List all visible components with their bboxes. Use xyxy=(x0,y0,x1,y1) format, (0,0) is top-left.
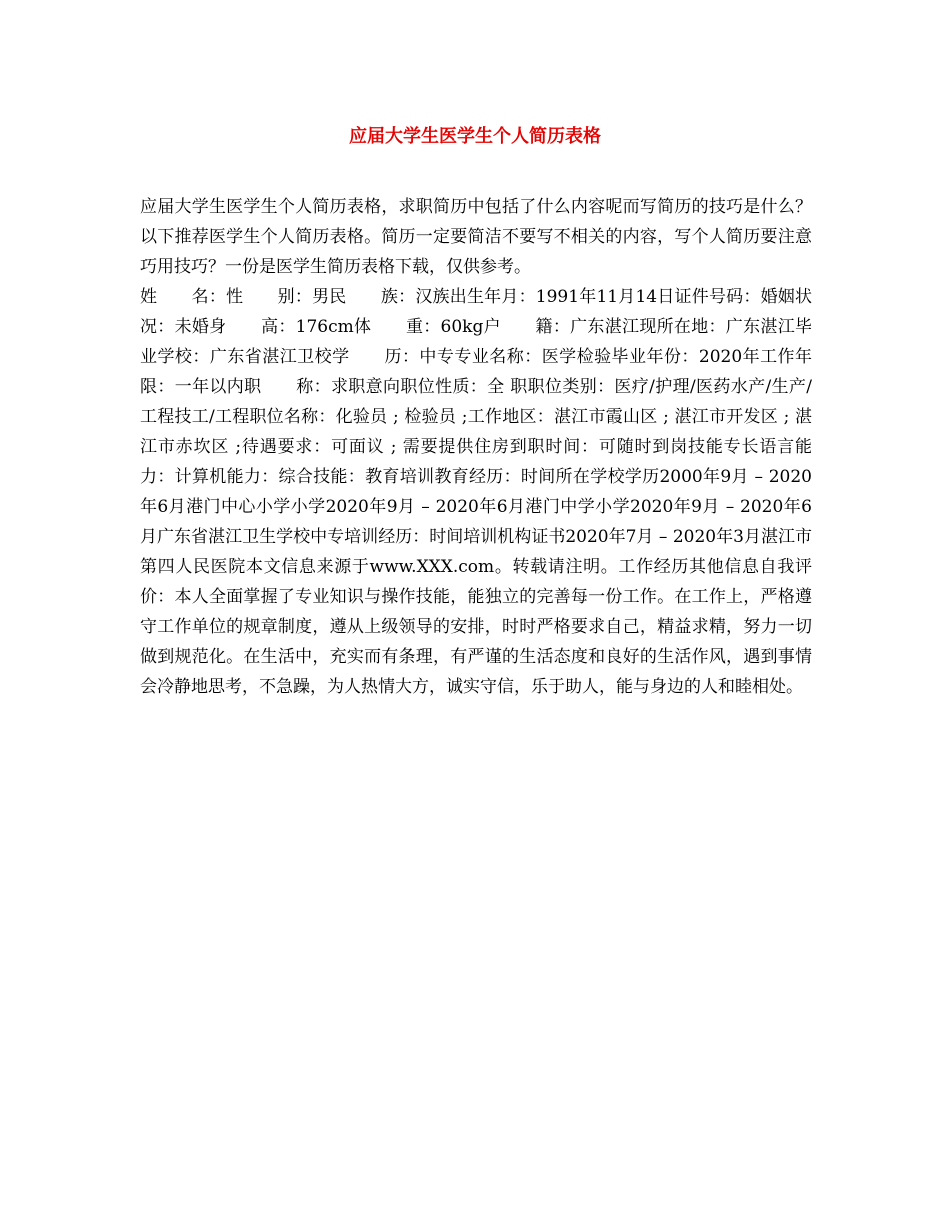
intro-paragraph: 应届大学生医学生个人简历表格，求职简历中包括了什么内容呢而写简历的技巧是什么？以下推荐医学生个人简历表格。简历一定要简洁不要写不相关的内容，写个人简历要注意巧用技巧？一份是医学生简历表格下载，仅供参考。 xyxy=(140,197,812,277)
resume-details-paragraph: 姓 名：性 别：男民 族：汉族出生年月：1991年11月14日证件号码：婚姻状况：未婚身 高：176cm体 重：60kg户 籍：广东湛江现所在地：广东湛江毕业学校：广东省湛江卫校学 历：中专专业名称：医学检验毕业年份：2020年工作年限：一年以内职 称：求职意向职位性质：全 职职位类别：医疗/护理/医药水产/生产/工程技工/工程职位名称：化验员 ; 检验员 ;工作地区：湛江市霞山区 ; 湛江市开发区 ; 湛江市赤坎区 ;待遇要求：可面议 ; 需要提供住房到职时间：可随时到岗技能专长语言能力：计算机能力：综合技能：教育培训教育经历：时间所在学校学历2000年9月 – 2020年6月港门中心小学小学2020年9月 – 2020年6月港门中学小学2020年9月 – 2020年6月广东省湛江卫生学校中专培训经历：时间培训机构证书2020年7月 – 2020年3月湛江市第四人民医院本文信息来源于www.XXX.com。转载请注明。工作经历其他信息自我评价：本人全面掌握了专业知识与操作技能，能独立的完善每一份工作。在工作上，严格遵守工作单位的规章制度，遵从上级领导的安排，时时严格要求自己，精益求精，努力一切做到规范化。在生活中，充实而有条理，有严谨的生活态度和良好的生活作风，遇到事情会冷静地思考，不急躁，为人热情大方，诚实守信，乐于助人，能与身边的人和睦相处。 xyxy=(140,287,812,697)
document-body xyxy=(140,192,812,702)
document-title: 应届大学生医学生个人简历表格 xyxy=(349,126,601,147)
